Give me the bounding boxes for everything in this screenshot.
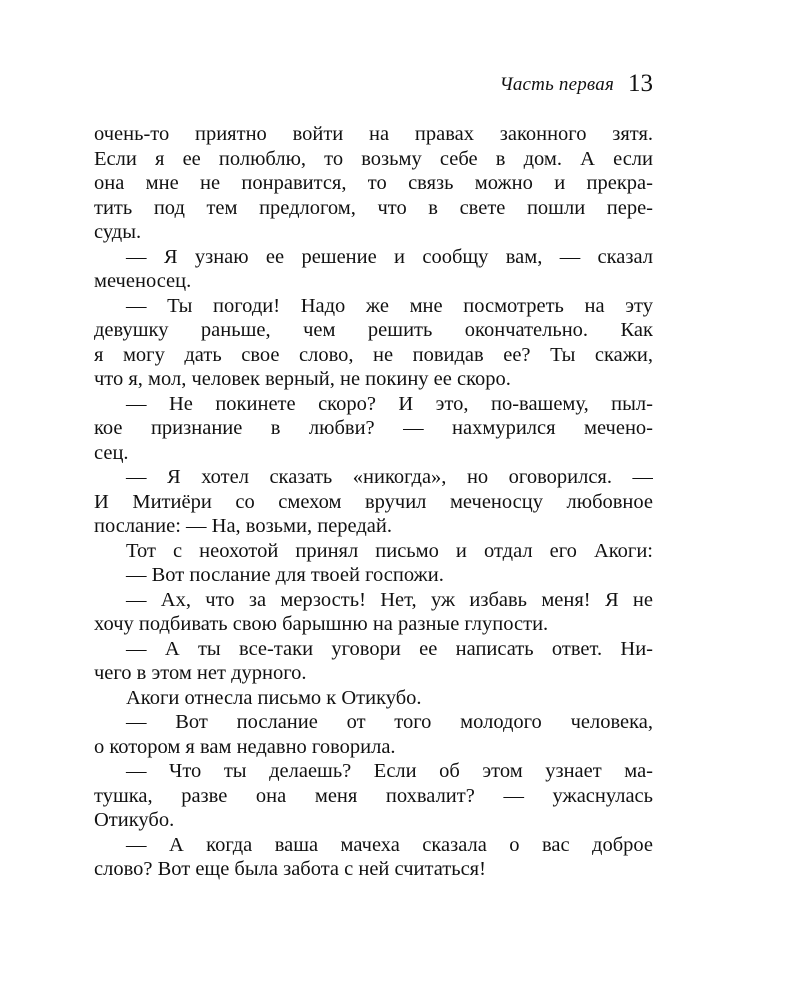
text-line: тушка, разве она меня похвалит? — ужаснулась <box>94 784 653 807</box>
text-line: кое признание в любви? — нахмурился мечено- <box>94 417 653 439</box>
text-line: И Митиёри со смехом вручил меченосцу любовное <box>94 490 653 513</box>
running-head <box>94 70 653 98</box>
text-line: — Вот послание для твоей госпожи. <box>126 564 444 586</box>
text-line: — Ах, что за мерзость! Нет, уж избавь меня! Я не <box>126 588 653 611</box>
text-line: что я, мол, человек верный, не покину ее скоро. <box>94 368 511 390</box>
text-line: о котором я вам недавно говорила. <box>94 735 396 758</box>
text-line: послание: — На, возьми, передай. <box>94 515 393 537</box>
text-line: Акоги отнесла письмо к Отикубо. <box>126 686 422 709</box>
text-line: — Я узнаю ее решение и сообщу вам, — сказал <box>126 245 653 268</box>
text-line: — А когда ваша мачеха сказала о вас доброе <box>126 833 653 856</box>
section-title: Часть первая <box>499 74 614 95</box>
text-line: тить под тем предлогом, что в свете пошли пере- <box>94 196 653 219</box>
text-line: я могу дать свое слово, не повидав ее? Ты скажи, <box>94 343 653 366</box>
text-line: — Ты погоди! Надо же мне посмотреть на эту <box>126 294 653 317</box>
text-line: очень-то приятно войти на правах законного зятя. <box>94 123 653 145</box>
text-line: Тот с неохотой принял письмо и отдал его Акоги: <box>126 539 653 562</box>
text-line: она мне не понравится, то связь можно и прекра- <box>94 172 653 194</box>
text-line: девушку раньше, чем решить окончательно. Как <box>94 319 653 341</box>
text-line: — Не покинете скоро? И это, по-вашему, пыл- <box>126 392 653 415</box>
text-line: слово? Вот еще была забота с ней считаться! <box>94 858 486 880</box>
text-line: Отикубо. <box>94 809 175 831</box>
text-line: чего в этом нет дурного. <box>94 662 307 684</box>
text-line: — Вот послание от того молодого человека, <box>126 711 653 733</box>
text-line: — А ты все-таки уговори ее написать ответ. Ни- <box>126 637 653 660</box>
page-number: 13 <box>628 70 653 97</box>
text-line: Если я ее полюблю, то возьму себе в дом. А если <box>94 147 653 170</box>
text-line: суды. <box>94 221 142 243</box>
text-line: — Что ты делаешь? Если об этом узнает ма- <box>126 760 653 782</box>
body-text <box>94 122 653 882</box>
text-line: — Я хотел сказать «никогда», но оговорился. — <box>126 466 653 488</box>
text-line: сец. <box>94 441 129 464</box>
text-line: хочу подбивать свою барышню на разные глупости. <box>94 613 549 635</box>
text-line: меченосец. <box>94 270 192 292</box>
